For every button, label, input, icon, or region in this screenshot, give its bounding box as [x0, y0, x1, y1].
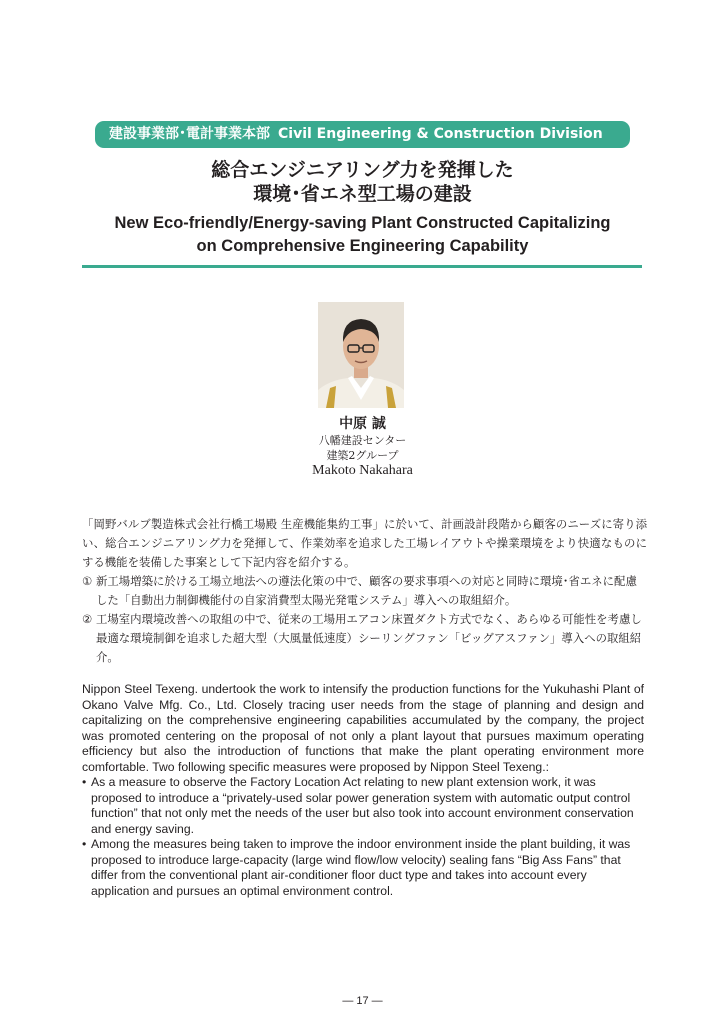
jp-item-marker: ① — [82, 574, 93, 588]
title-divider — [82, 265, 642, 268]
title-en-line1: New Eco-friendly/Energy-saving Plant Constructed Capitalizing — [114, 214, 611, 232]
jp-item-text: 工場室内環境改善への取組の中で、従来の工場用エアコン床置ダクト方式でなく、あらゆる可能性を考慮し最適な環境制御を追求した超大型（大風量低速度）シーリングファン「ビッグアスファン」導入への取組紹介。 — [96, 612, 642, 664]
author-name-jp: 中原 誠 — [339, 416, 386, 432]
division-en: Civil Engineering & Construction Division — [278, 126, 603, 142]
en-item-text: As a measure to observe the Factory Location Act relating to new plant extension work, it was proposed to introduce a “privately-used solar power generation system with automatic output control function” that not only met the needs of the user but also took into account environment conservation and energy saving. — [91, 775, 634, 836]
body-english — [82, 682, 644, 899]
title-en — [0, 212, 725, 258]
en-bullet-icon: • — [82, 837, 87, 851]
title-jp-line2: 環境･省エネ型工場の建設 — [253, 183, 472, 205]
jp-list-item — [82, 610, 647, 667]
author-dept-line1: 八幡建設センター — [318, 434, 407, 447]
en-bullet-icon: • — [82, 775, 87, 789]
en-item-text: Among the measures being taken to improve the indoor environment inside the plant building, it was proposed to introduce large-capacity (large wind flow/low velocity) sealing fans “Big Ass Fans” that differ from the conventional plant air-conditioner floor duct type and takes into account every application and pursues an optimal environment control. — [91, 837, 631, 898]
division-jp: 建設事業部･電計事業本部 — [109, 126, 270, 142]
title-jp — [0, 158, 725, 206]
title-en-line2: on Comprehensive Engineering Capability — [196, 237, 529, 255]
jp-list-item — [82, 572, 647, 610]
en-list-item — [82, 775, 644, 837]
body-japanese — [82, 515, 647, 667]
jp-intro-paragraph: 「岡野バルブ製造株式会社行橋工場殿 生産機能集約工事」に於いて、計画設計段階から顧客のニーズに寄り添い、総合エンジニアリング力を発揮して、作業効率を追求した工場レイアウトや操業環境をより快適なものにする機能を装備した事案として下記内容を紹介する。 — [82, 517, 647, 569]
page-number: ― 17 ― — [342, 995, 383, 1007]
jp-item-marker: ② — [82, 612, 93, 626]
en-intro-paragraph: Nippon Steel Texeng. undertook the work to intensify the production functions for the Yukuhashi Plant of Okano Valve Mfg. Co., Ltd. Closely tracing user needs from the stage of planning and design and capitalizing on the comprehensive engineering capabilities accumulated by the company, the project was promoted centering on the proposal of not only a plant layout that pursues maximum operating efficiency but also the introduction of functions that make the plant operating environment more comfortable. Two following specific measures were proposed by Nippon Steel Texeng.: — [82, 682, 644, 774]
author-dept-line2: 建築2グループ — [326, 449, 399, 462]
jp-item-text: 新工場増築に於ける工場立地法への遵法化策の中で、顧客の要求事項への対応と同時に環境･省エネに配慮した「自動出力制御機能付の自家消費型太陽光発電システム」導入への取組紹介。 — [96, 574, 637, 607]
title-jp-line1: 総合エンジニアリング力を発揮した — [211, 159, 514, 181]
en-list-item — [82, 837, 644, 899]
division-banner — [95, 121, 630, 148]
author-photo — [318, 302, 404, 408]
author-name-en: Makoto Nakahara — [312, 463, 413, 478]
